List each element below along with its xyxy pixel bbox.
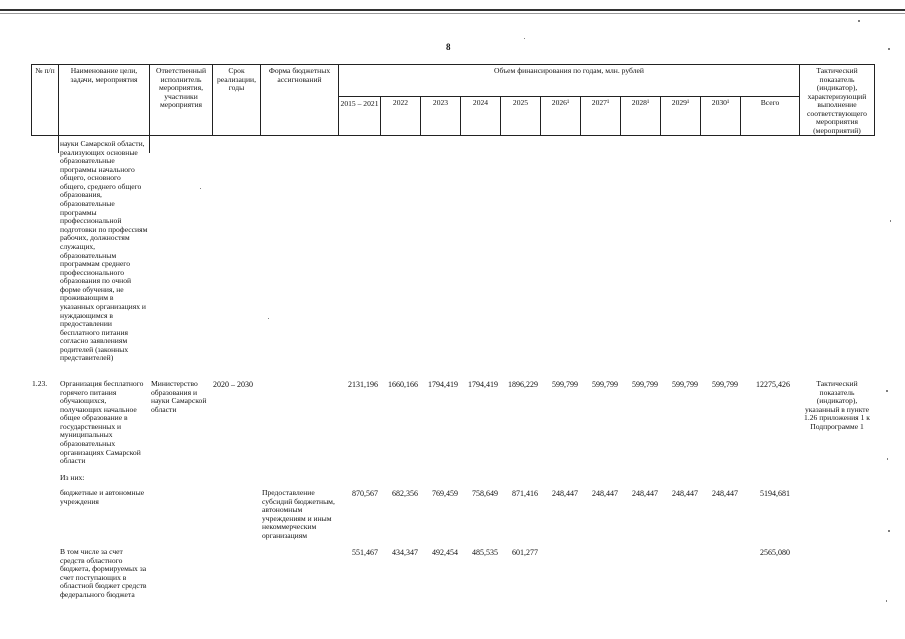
row-1-23-total: 12275,426 (756, 380, 790, 389)
header-year-9: 2029¹ (660, 96, 701, 136)
row-federal-total: 2565,080 (760, 548, 790, 557)
scan-speck (524, 38, 525, 39)
column-rule (149, 135, 150, 153)
scan-speck (268, 318, 269, 319)
row-federal-value: 492,454 (432, 548, 458, 557)
header-col-form: Форма бюджетных ассигнований (260, 64, 339, 136)
header-col-executor: Ответственный исполнитель мероприятия, участники мероприятия (149, 64, 213, 136)
row-federal-name: В том числе за счет средств областного бюджета, формируемых за счет поступающих в областной бюджет средств федерального бюджета (60, 547, 147, 599)
scan-speck (858, 20, 860, 22)
row-federal-value: 551,467 (352, 548, 378, 557)
row-budget-name: бюджетные и автономные учреждения (60, 488, 145, 506)
scan-speck (886, 390, 888, 392)
row-1-23-value: 599,799 (672, 380, 698, 389)
scan-top-border-shadow (0, 13, 905, 14)
row-1-23-value: 599,799 (712, 380, 738, 389)
row-1-23-value: 2131,196 (348, 380, 378, 389)
header-year-4: 2024 (460, 96, 501, 136)
header-year-1: 2015 – 2021 (338, 96, 381, 136)
row-1-23-value: 599,799 (592, 380, 618, 389)
row-budget-value: 769,459 (432, 489, 458, 498)
header-year-10: 2030¹ (700, 96, 741, 136)
row-budget-value: 870,567 (352, 489, 378, 498)
row-1-23-value: 599,799 (552, 380, 578, 389)
header-col-name: Наименование цели, задачи, мероприятия (58, 64, 150, 136)
header-col-indicator: Тактический показатель (индикатор), характеризующий выполнение соответствующего мероприятия (мероприятий) (799, 64, 875, 136)
column-rule (58, 135, 59, 153)
scan-top-border (0, 9, 905, 11)
header-year-8: 2028¹ (620, 96, 661, 136)
scan-speck (888, 530, 890, 532)
row-federal-value: 485,535 (472, 548, 498, 557)
continued-row-text: науки Самарской области, реализующих основные образовательные программы начального общего, основного общего, среднего общего образования, образовательные программы профессиональной подготовки по профессиям рабочих, должностям служащих, образовательным программам среднего профессионального образования по очной форме обучения, не проживающим в указанных организациях и нуждающимся в предоставлении бесплатного питания согласно заявлениям родителей (законных представителей) (60, 139, 148, 363)
row-1-23-number: 1.23. (32, 379, 48, 388)
row-1-23-value: 1660,166 (388, 380, 418, 389)
header-year-2: 2022 (380, 96, 421, 136)
row-1-23-value: 1896,229 (508, 380, 538, 389)
page-number: 8 (446, 42, 451, 52)
row-budget-value: 248,447 (632, 489, 658, 498)
row-budget-value: 248,447 (672, 489, 698, 498)
row-budget-value: 248,447 (552, 489, 578, 498)
row-1-23-indicator: Тактический показатель (индикатор), указанный в пункте 1.26 приложения 1 к Подпрограмме 1 (804, 379, 870, 431)
row-federal-value: 434,347 (392, 548, 418, 557)
row-1-23-value: 599,799 (632, 380, 658, 389)
row-budget-value: 758,649 (472, 489, 498, 498)
header-col-volume: Объем финансирования по годам, млн. рублей (338, 64, 800, 97)
scan-speck (888, 48, 890, 50)
header-year-total: Всего (740, 96, 800, 136)
scan-speck (887, 458, 888, 460)
header-year-5: 2025 (500, 96, 541, 136)
scan-speck (200, 188, 201, 189)
scan-speck (886, 600, 887, 602)
row-budget-value: 682,356 (392, 489, 418, 498)
scan-speck (890, 220, 891, 222)
row-1-23-executor: Министерство образования и науки Самарской области (151, 379, 207, 414)
row-1-23-name: Организация бесплатного горячего питания обучающихся, получающих начальное общее образование в государственных и муниципальных образовательных организациях Самарской области (60, 379, 144, 466)
row-federal-value: 601,277 (512, 548, 538, 557)
row-1-23-term: 2020 – 2030 (213, 380, 253, 389)
of-them-label: Из них: (60, 473, 85, 482)
row-1-23-value: 1794,419 (468, 380, 498, 389)
header-col-term: Срок реализации, годы (212, 64, 261, 136)
row-budget-form: Предоставление субсидий бюджетным, автономным учреждениям и иным некоммерческим организациям (262, 488, 335, 540)
header-year-6: 2026¹ (540, 96, 581, 136)
header-year-3: 2023 (420, 96, 461, 136)
row-budget-total: 5194,681 (760, 489, 790, 498)
header-year-7: 2027¹ (580, 96, 621, 136)
row-budget-value: 248,447 (592, 489, 618, 498)
header-col-no: № п/п (31, 64, 59, 136)
row-1-23-value: 1794,419 (428, 380, 458, 389)
row-budget-value: 248,447 (712, 489, 738, 498)
row-budget-value: 871,416 (512, 489, 538, 498)
